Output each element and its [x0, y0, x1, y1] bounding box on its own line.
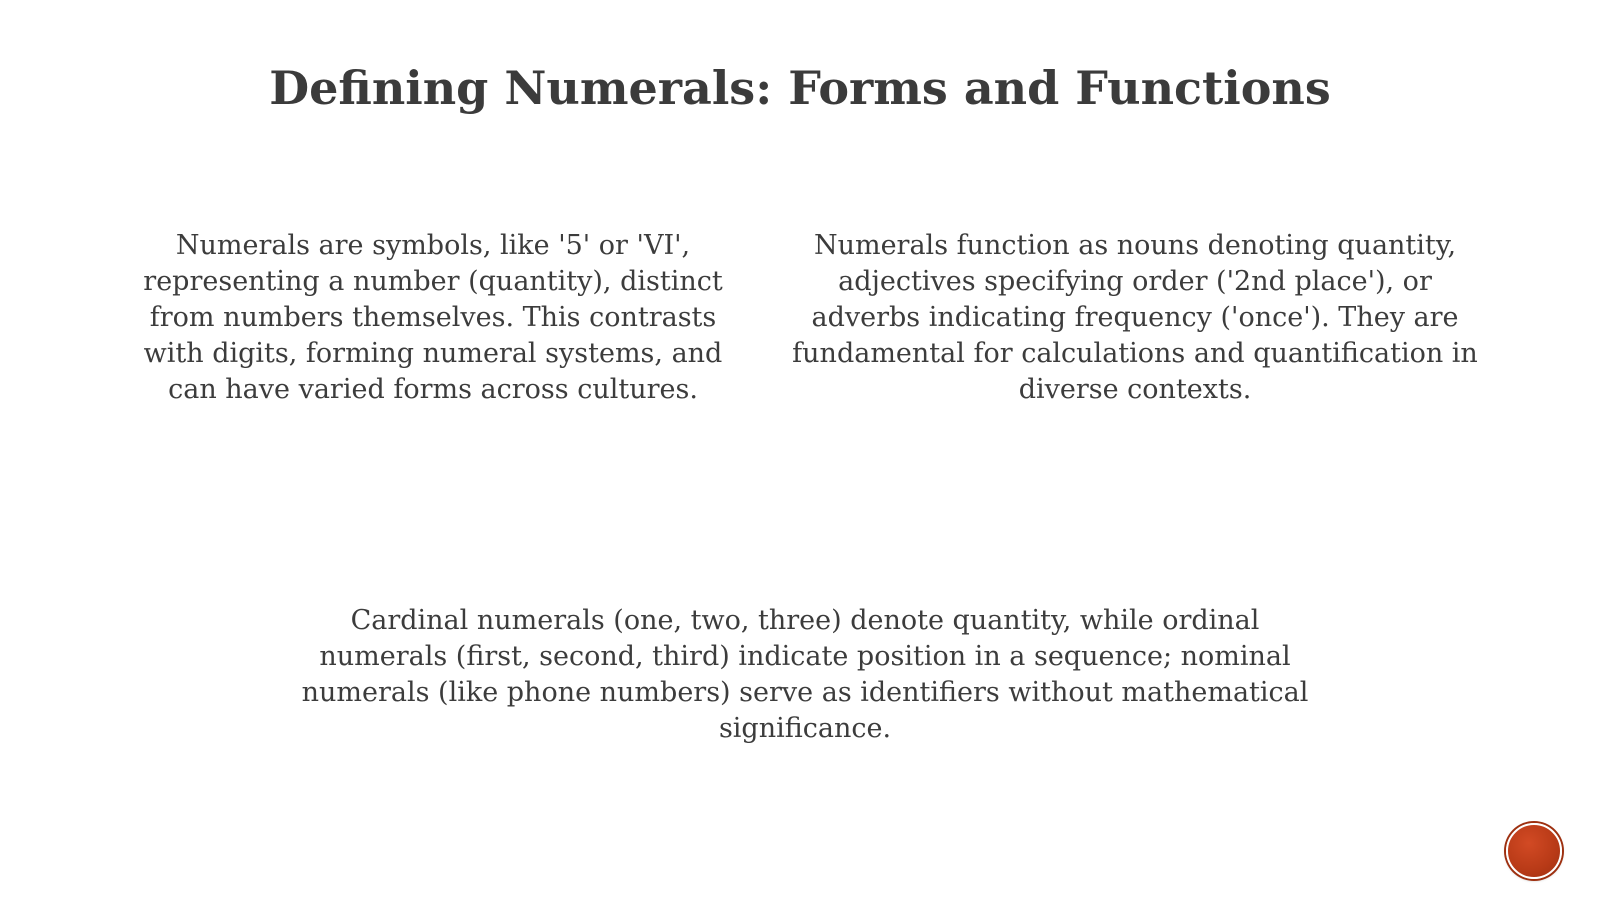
slide-nav-circle-icon[interactable] — [1506, 823, 1562, 879]
text-block-left: Numerals are symbols, like '5' or 'VI', representing a number (quantity), distinct from numbers themselves. This contrasts with digits, forming numeral systems, and can have varied forms across cultures. — [143, 230, 723, 405]
text-block-bottom: Cardinal numerals (one, two, three) denote quantity, while ordinal numerals (first, second, third) indicate position in a sequence; nominal numerals (like phone numbers) serve as identifiers without mathematical significance. — [301, 605, 1309, 744]
text-block-right: Numerals function as nouns denoting quantity, adjectives specifying order ('2nd place'), or adverbs indicating frequency ('once'). They are fundamental for calculations and quantification in diverse contexts. — [792, 230, 1478, 405]
slide-title: Defining Numerals: Forms and Functions — [269, 61, 1331, 115]
